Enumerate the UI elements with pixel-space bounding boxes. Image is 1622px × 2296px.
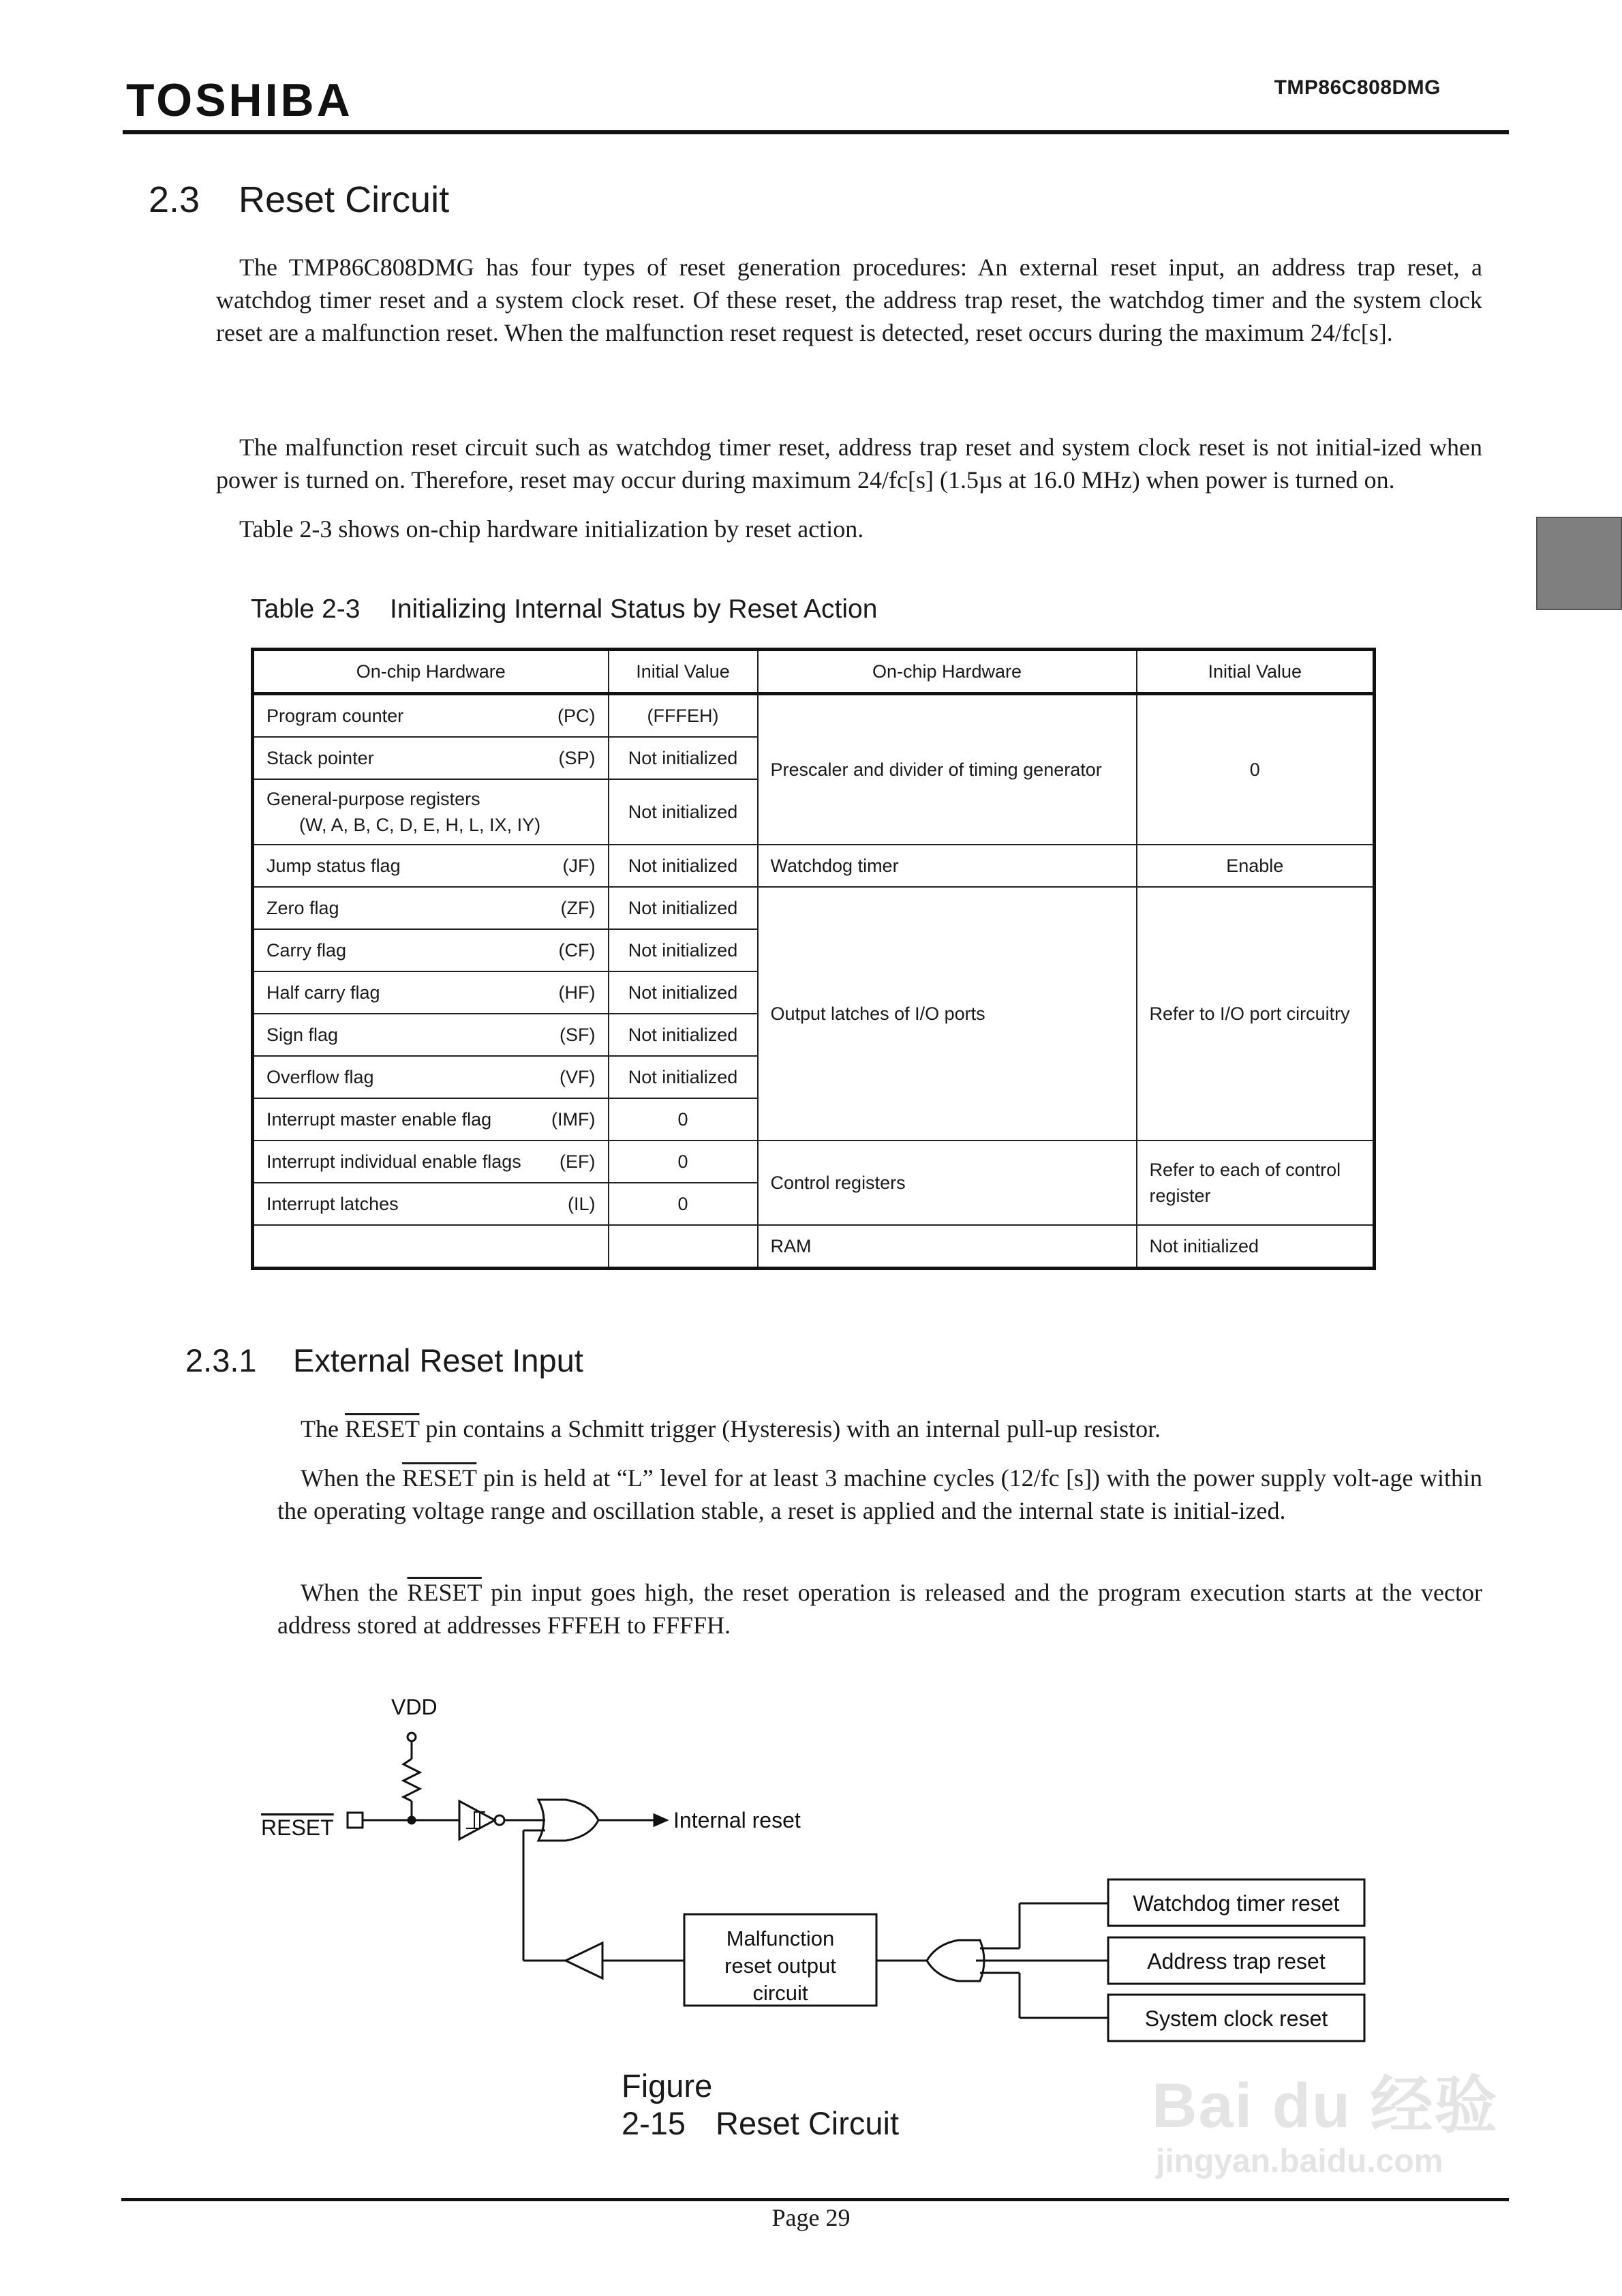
document-id: TMP86C808DMG xyxy=(1274,76,1441,99)
hardware-cell: General-purpose registers (W, A, B, C, D, E, H, L, IX, IY) xyxy=(253,779,609,845)
hardware-cell-right: Control registers xyxy=(758,1141,1137,1225)
watermark-brand: Bai du 经验 xyxy=(1152,2071,1499,2141)
hardware-cell: Zero flag (ZF) xyxy=(253,887,609,929)
reset-pin-label: RESET xyxy=(261,1815,334,1840)
value-cell: Not initialized xyxy=(609,737,758,779)
schmitt-inverter-icon xyxy=(459,1801,495,1839)
or-gate-2-icon xyxy=(927,1940,984,1981)
chapter-side-tab xyxy=(1536,517,1622,610)
value-cell: Not initialized xyxy=(609,1056,758,1098)
baidu-watermark xyxy=(1152,2055,1499,2180)
reset-circuit-diagram xyxy=(204,1684,1404,2052)
or-gate-icon xyxy=(538,1800,598,1841)
table-row xyxy=(253,887,1375,929)
hardware-cell: Carry flag (CF) xyxy=(253,929,609,971)
paragraph-table-intro: Table 2-3 shows on-chip hardware initialization by reset action. xyxy=(239,515,864,543)
internal-reset-label: Internal reset xyxy=(673,1808,801,1832)
section-title: Reset Circuit xyxy=(239,179,450,220)
value-cell-right: Enable xyxy=(1137,845,1375,887)
empty-cell xyxy=(253,1225,609,1269)
reset-pin-label: RESET xyxy=(401,1464,477,1492)
reset-pin-icon xyxy=(348,1813,363,1828)
header-rule xyxy=(123,130,1509,134)
value-cell: Not initialized xyxy=(609,779,758,845)
paragraph-reset-types: The TMP86C808DMG has four types of reset generation procedures: An external reset input, an address trap reset, a watchdog timer reset and a system clock reset. Of these reset, the address trap reset, the watchdog timer and the system clock reset are a malfunction reset. When the malfunction reset request is detected, reset occurs during the maximum 24/fc[s]. xyxy=(216,254,1482,346)
figure-number: Figure 2-15 xyxy=(622,2068,713,2141)
section-heading xyxy=(149,179,449,221)
hardware-cell: Overflow flag (VF) xyxy=(253,1056,609,1098)
hardware-cell-right: Prescaler and divider of timing generator xyxy=(758,694,1137,845)
toshiba-logo: TOSHIBA xyxy=(126,74,353,126)
vdd-terminal xyxy=(408,1733,416,1741)
table-caption-number: Table 2-3 xyxy=(251,594,361,624)
malfunction-label-line2: reset output xyxy=(724,1954,836,1978)
header-hardware-left: On-chip Hardware xyxy=(253,650,609,694)
value-cell: (FFFEH) xyxy=(609,694,758,738)
hardware-cell-right: Output latches of I/O ports xyxy=(758,887,1137,1141)
hardware-cell: Sign flag (SF) xyxy=(253,1014,609,1056)
value-cell-right: Not initialized xyxy=(1137,1225,1375,1269)
table-caption xyxy=(251,594,877,624)
system-clock-reset-label: System clock reset xyxy=(1144,2006,1328,2031)
hardware-cell: Half carry flag (HF) xyxy=(253,971,609,1014)
table-row xyxy=(253,1225,1375,1269)
table-row xyxy=(253,694,1375,738)
address-trap-reset-label: Address trap reset xyxy=(1147,1949,1326,1974)
table-caption-title: Initializing Internal Status by Reset Action xyxy=(390,594,878,624)
footer-rule xyxy=(121,2198,1509,2201)
reset-pin-label: RESET xyxy=(344,1415,420,1442)
header-hardware-right: On-chip Hardware xyxy=(758,650,1137,694)
paragraph-malfunction-reset: The malfunction reset circuit such as watchdog timer reset, address trap reset and system clock reset is not initial-ized when power is turned on. Therefore, reset may occur during maximum 24/fc[s] (1.5µs at 16.0 MHz) when power is turned on. xyxy=(216,434,1482,494)
hardware-cell: Jump status flag (JF) xyxy=(253,845,609,887)
header-value-left: Initial Value xyxy=(609,650,758,694)
vdd-label: VDD xyxy=(391,1695,438,1719)
table-row xyxy=(253,1141,1375,1183)
junction-dot xyxy=(408,1817,415,1824)
hardware-cell: Interrupt latches (IL) xyxy=(253,1183,609,1225)
arrow-icon xyxy=(654,1815,667,1826)
malfunction-label-line3: circuit xyxy=(752,1981,808,2005)
hardware-cell-right: RAM xyxy=(758,1225,1137,1269)
paragraph-reset-released: When the RESET pin input goes high, the reset operation is released and the program execution starts at the vector address stored at addresses FFFEH to FFFFH. xyxy=(277,1579,1483,1639)
malfunction-label-line1: Malfunction xyxy=(726,1927,835,1950)
hardware-cell-right: Watchdog timer xyxy=(758,845,1137,887)
reset-status-table xyxy=(251,648,1376,1270)
hardware-cell: Interrupt individual enable flags (EF) xyxy=(253,1141,609,1183)
watchdog-reset-label: Watchdog timer reset xyxy=(1133,1891,1340,1916)
empty-cell xyxy=(609,1225,758,1269)
paragraph-schmitt-trigger: The RESET pin contains a Schmitt trigger (Hysteresis) with an internal pull-up resistor. xyxy=(301,1415,1161,1442)
pullup-resistor-icon xyxy=(403,1759,420,1801)
value-cell: 0 xyxy=(609,1183,758,1225)
hardware-cell: Interrupt master enable flag (IMF) xyxy=(253,1098,609,1141)
table-header-row xyxy=(253,650,1375,694)
subsection-title: External Reset Input xyxy=(293,1342,583,1378)
value-cell: 0 xyxy=(609,1098,758,1141)
value-cell: Not initialized xyxy=(609,971,758,1014)
value-cell: Not initialized xyxy=(609,1014,758,1056)
hardware-cell: Program counter (PC) xyxy=(253,694,609,738)
section-number: 2.3 xyxy=(149,179,200,220)
value-cell: Not initialized xyxy=(609,929,758,971)
figure-title: Reset Circuit xyxy=(716,2105,900,2141)
value-cell: Not initialized xyxy=(609,887,758,929)
hardware-cell: Stack pointer (SP) xyxy=(253,737,609,779)
table-row xyxy=(253,845,1375,887)
value-cell-right: Refer to each of control register xyxy=(1137,1141,1375,1225)
watermark-url: jingyan.baidu.com xyxy=(1156,2143,1443,2179)
value-cell: Not initialized xyxy=(609,845,758,887)
reset-pin-label: RESET xyxy=(407,1579,482,1606)
subsection-heading xyxy=(185,1342,583,1379)
buffer-icon xyxy=(566,1943,602,1978)
value-cell-right: 0 xyxy=(1137,694,1375,845)
paragraph-reset-held-low: When the RESET pin is held at “L” level for at least 3 machine cycles (12/fc [s]) with the power supply volt-age within the operating voltage range and oscillation stable, a reset is applied and the internal state is initial-ized. xyxy=(277,1464,1482,1524)
header-value-right: Initial Value xyxy=(1137,650,1375,694)
value-cell: 0 xyxy=(609,1141,758,1183)
value-cell-right: Refer to I/O port circuitry xyxy=(1137,887,1375,1141)
page-number: Page 29 xyxy=(771,2204,851,2231)
subsection-number: 2.3.1 xyxy=(185,1342,257,1378)
figure-caption xyxy=(622,2067,899,2142)
